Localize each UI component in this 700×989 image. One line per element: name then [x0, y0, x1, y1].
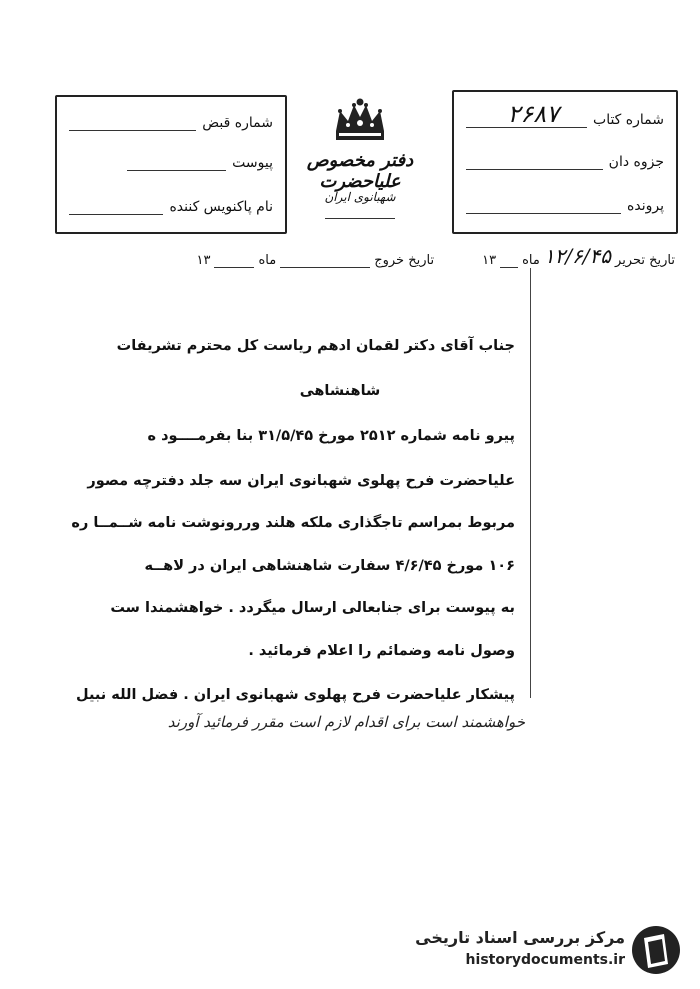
month-label-1: ماه	[522, 253, 540, 268]
paragraph-line-3: مربوط بمراسم تاجگذاری ملکه هلند وررونوشت نامه شــمــا ره	[71, 515, 515, 531]
handwritten-note: خواهشمند است برای اقدام لازم است مقرر فرمائید آورند	[167, 713, 525, 731]
paragraph-line-5: به پیوست برای جنابعالی ارسال میگردد . خواهشمندا ست	[110, 600, 515, 616]
receipt-number-field	[69, 109, 273, 131]
header-left-box	[55, 95, 287, 234]
folder-field	[466, 148, 664, 170]
crown-emblem-icon	[330, 97, 390, 145]
exit-date-label: تاریخ خروج	[374, 253, 435, 268]
margin-line	[530, 268, 531, 698]
issue-date-label: تاریخ تحریر	[615, 253, 675, 268]
header-right-box	[452, 90, 678, 234]
year-prefix-1: ۱۳	[482, 253, 497, 268]
subtitle-underline	[325, 218, 395, 219]
typist-label: نام پاکنویس کننده	[169, 199, 273, 215]
letter-number-label: شماره کتاب	[593, 112, 664, 128]
attachment-label: پیوست	[232, 155, 273, 171]
typist-field	[69, 193, 273, 215]
attachment-field	[127, 149, 273, 171]
file-label: پرونده	[627, 198, 664, 214]
issue-date-value: ۱۲/۶/۴۵	[543, 244, 612, 268]
paragraph-line-1: پیرو نامه شماره ۲۵۱۲ مورخ ۳۱/۵/۴۵ بنا بفرمــــود ه	[147, 428, 515, 444]
letter-number-field	[466, 100, 664, 128]
folder-label: جزوه دان	[608, 154, 664, 170]
dates-row	[60, 240, 675, 268]
addressee-line-2: شاهنشاهی	[299, 383, 381, 399]
addressee-line-1: جناب آقای دکتر لقمان ادهم ریاست کل محترم تشریفات	[116, 338, 515, 354]
receipt-number-label: شماره قبض	[202, 115, 273, 131]
watermark	[400, 920, 690, 980]
archive-logo-icon	[630, 924, 682, 976]
watermark-org-name: مرکز بررسی اسناد تاریخی	[415, 928, 625, 947]
letter-number-value: ۲۶۸۷	[507, 100, 559, 128]
office-title: دفتر مخصوص علیاحضرت	[306, 150, 414, 192]
year-prefix-2: ۱۳	[196, 253, 211, 268]
file-field	[466, 192, 664, 214]
signature-line: پیشکار علیاحضرت فرح پهلوی شهبانوی ایران . فضل الله نبیل	[76, 687, 515, 703]
office-subtitle: شهبانوی ایران	[324, 190, 396, 204]
month-label-2: ماه	[258, 253, 277, 268]
watermark-url: historydocuments.ir	[465, 952, 625, 968]
paragraph-line-2: علیاحضرت فرح پهلوی شهبانوی ایران سه جلد دفترچه مصور	[87, 473, 515, 489]
paragraph-line-6: وصول نامه وضمائم را اعلام فرمائید .	[248, 643, 515, 659]
paragraph-line-4: ۱۰۶ مورخ ۴/۶/۴۵ سفارت شاهنشاهی ایران در لاهــه	[144, 558, 515, 574]
